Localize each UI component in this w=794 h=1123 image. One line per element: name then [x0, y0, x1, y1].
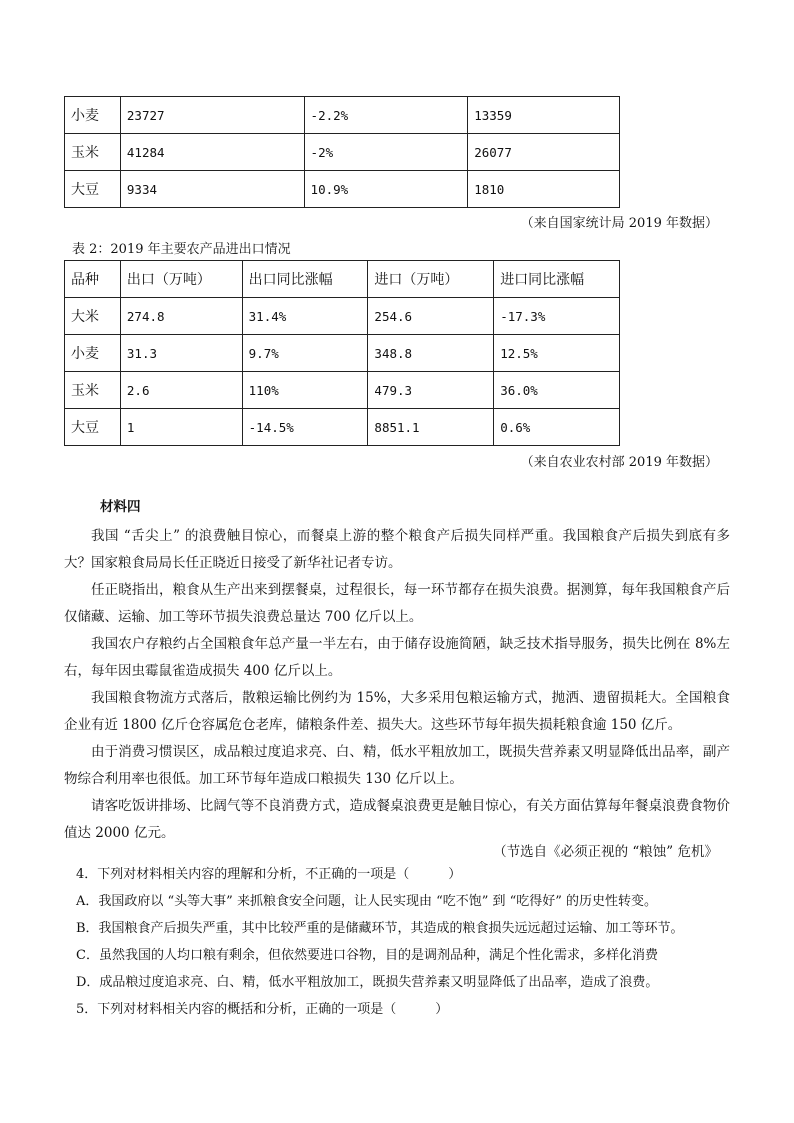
paragraph: 任正晓指出，粮食从生产出来到摆餐桌，过程很长，每一环节都存在损失浪费。据测算，每年我国粮食产后仅储藏、运输、加工等环节损失浪费总量达 700 亿斤以上。 — [64, 582, 730, 625]
table-cell: 23727 — [120, 97, 304, 134]
table-2-source: （来自农业农村部 2019 年数据） — [520, 455, 718, 470]
table-2-caption: 表 2：2019 年主要农产品进出口情况 — [72, 242, 291, 257]
question-4-option-c: C．虽然我国的人均口粮有剩余，但依然要进口谷物，目的是调剂品种，满足个性化需求，多样化消费 — [76, 948, 658, 963]
table-cell: 大米 — [65, 298, 121, 335]
table-1 — [64, 96, 620, 208]
table-cell: -14.5% — [242, 409, 368, 446]
table-cell: 254.6 — [368, 298, 494, 335]
column-header: 进口同比涨幅 — [494, 261, 620, 298]
table-cell: 110% — [242, 372, 368, 409]
table-header-row — [65, 261, 620, 298]
column-header: 品种 — [65, 261, 121, 298]
table-cell: 1 — [120, 409, 242, 446]
table-row — [65, 171, 620, 208]
paragraph: 我国粮食物流方式落后，散粮运输比例约为 15%，大多采用包粮运输方式，抛洒、遗留损耗大。全国粮食企业有近 1800 亿斤仓容属危仓老库，储粮条件差、损失大。这些环节每年损失损耗粮食逾 150 亿斤。 — [64, 690, 730, 733]
table-cell: 31.4% — [242, 298, 368, 335]
table-cell: 0.6% — [494, 409, 620, 446]
table-1-source: （来自国家统计局 2019 年数据） — [520, 216, 718, 231]
table-cell: 26077 — [468, 134, 620, 171]
table-cell: -17.3% — [494, 298, 620, 335]
table-row — [65, 97, 620, 134]
table-cell: 31.3 — [120, 335, 242, 372]
table-2 — [64, 260, 620, 446]
questions — [76, 861, 726, 1023]
table-cell: 9334 — [120, 171, 304, 208]
table-cell: 玉米 — [65, 134, 121, 171]
table-cell: 大豆 — [65, 409, 121, 446]
table-cell: 2.6 — [120, 372, 242, 409]
table-cell: 1810 — [468, 171, 620, 208]
table-cell: 12.5% — [494, 335, 620, 372]
table-cell: 10.9% — [304, 171, 468, 208]
table-cell: 8851.1 — [368, 409, 494, 446]
table-cell: 479.3 — [368, 372, 494, 409]
table-row — [65, 409, 620, 446]
table-cell: 41284 — [120, 134, 304, 171]
column-header: 出口同比涨幅 — [242, 261, 368, 298]
question-4-stem: 4．下列对材料相关内容的理解和分析，不正确的一项是（ ） — [76, 867, 462, 882]
column-header: 出口（万吨） — [120, 261, 242, 298]
question-4-option-b: B．我国粮食产后损失严重，其中比较严重的是储藏环节，其造成的粮食损失远远超过运输、加工等环节。 — [76, 921, 684, 936]
material-4-body — [64, 523, 730, 847]
material-4-title: 材料四 — [100, 499, 141, 515]
paragraph: 请客吃饭讲排场、比阔气等不良消费方式，造成餐桌浪费更是触目惊心，有关方面估算每年餐桌浪费食物价值达 2000 亿元。 — [64, 798, 730, 841]
column-header: 进口（万吨） — [368, 261, 494, 298]
question-4-option-a: A．我国政府以 “头等大事” 来抓粮食安全问题，让人民实现由 “吃不饱” 到 “吃得好” 的历史性转变。 — [76, 894, 658, 909]
paragraph: 我国 “舌尖上” 的浪费触目惊心，而餐桌上游的整个粮食产后损失同样严重。我国粮食产后损失到底有多大？国家粮食局局长任正晓近日接受了新华社记者专访。 — [64, 528, 730, 571]
table-cell: 274.8 — [120, 298, 242, 335]
paragraph: 我国农户存粮约占全国粮食年总产量一半左右，由于储存设施简陋，缺乏技术指导服务，损失比例在 8%左右，每年因虫霉鼠雀造成损失 400 亿斤以上。 — [64, 636, 730, 679]
table-cell: 小麦 — [65, 97, 121, 134]
table-cell: 36.0% — [494, 372, 620, 409]
table-cell: 348.8 — [368, 335, 494, 372]
table-cell: 13359 — [468, 97, 620, 134]
table-row — [65, 372, 620, 409]
table-row — [65, 335, 620, 372]
table-cell: 大豆 — [65, 171, 121, 208]
table-cell: 小麦 — [65, 335, 121, 372]
table-cell: 玉米 — [65, 372, 121, 409]
paragraph: 由于消费习惯误区，成品粮过度追求亮、白、精，低水平粗放加工，既损失营养素又明显降低出品率，副产物综合利用率也很低。加工环节每年造成口粮损失 130 亿斤以上。 — [64, 744, 730, 787]
material-4-credit: （节选自《必须正视的 “粮蚀” 危机》 — [493, 844, 718, 860]
table-row — [65, 134, 620, 171]
question-4-option-d: D．成品粮过度追求亮、白、精，低水平粗放加工，既损失营养素又明显降低了出品率，造成了浪费。 — [76, 975, 659, 990]
table-cell: 9.7% — [242, 335, 368, 372]
table-cell: -2% — [304, 134, 468, 171]
table-row — [65, 298, 620, 335]
table-cell: -2.2% — [304, 97, 468, 134]
question-5-stem: 5．下列对材料相关内容的概括和分析，正确的一项是（ ） — [76, 1002, 449, 1017]
